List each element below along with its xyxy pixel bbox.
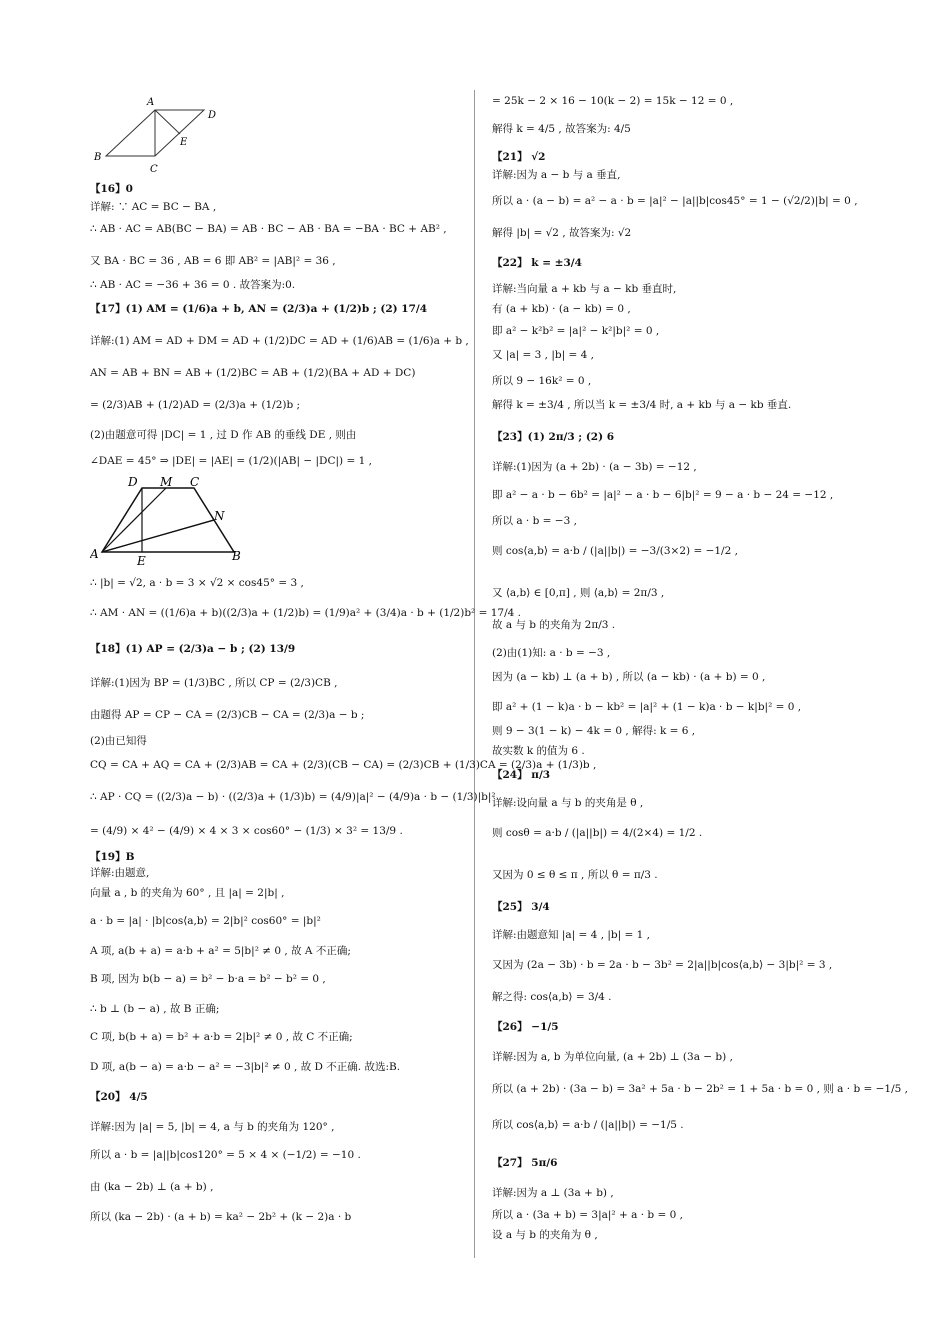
- line: 所以 a · b = −3 ,: [492, 515, 577, 527]
- line: 详解:由题意知 |a| = 4 , |b| = 1 ,: [492, 929, 651, 941]
- line: ∴ b ⊥ (b − a) , 故 B 正确;: [90, 1003, 220, 1015]
- line: 又因为 (2a − 3b) · b = 2a · b − 3b² = 2|a||b|cos⟨a,b⟩ − 3|b|² = 3 ,: [492, 959, 833, 971]
- line: 又因为 0 ≤ θ ≤ π , 所以 θ = π/3 .: [492, 869, 658, 881]
- line: ∴ AP · CQ = ((2/3)a − b) · ((2/3)a + (1/3)b) = (4/9)|a|² − (4/9)a · b − (1/3)|b|²: [90, 791, 496, 803]
- line: 详解:(1)因为 (a + 2b) · (a − 3b) = −12 ,: [492, 461, 697, 473]
- line: 即 a² − k²b² = |a|² − k²|b|² = 0 ,: [492, 325, 660, 337]
- line: 解得 k = 4/5 , 故答案为: 4/5: [492, 123, 631, 135]
- label-C: C: [190, 475, 200, 489]
- line: 所以 a · (3a + b) = 3|a|² + a · b = 0 ,: [492, 1209, 683, 1221]
- label-B: B: [232, 549, 241, 563]
- line: B 项, 因为 b(b − a) = b² − b·a = b² − b² = 0 ,: [90, 973, 326, 985]
- line: ∴ |b| = √2, a · b = 3 × √2 × cos45° = 3 ,: [90, 577, 304, 589]
- line: 所以 cos⟨a,b⟩ = a·b / (|a||b|) = −1/5 .: [492, 1119, 684, 1131]
- line: a · b = |a| · |b|cos⟨a,b⟩ = 2|b|² cos60° = |b|²: [90, 915, 321, 927]
- line: D 项, a(b − a) = a·b − a² = −3|b|² ≠ 0 , 故 D 不正确. 故选:B.: [90, 1061, 401, 1073]
- line: 所以 9 − 16k² = 0 ,: [492, 375, 592, 387]
- line: = (4/9) × 4² − (4/9) × 4 × 3 × cos60° − (1/3) × 3² = 13/9 .: [90, 825, 403, 837]
- line: 故 a 与 b 的夹角为 2π/3 .: [492, 619, 616, 631]
- line: 有 (a + kb) · (a − kb) = 0 ,: [492, 303, 631, 315]
- answer-22: 【22】 k = ±3/4: [492, 257, 582, 269]
- line: 故实数 k 的值为 6 .: [492, 745, 585, 757]
- answer-27: 【27】 5π/6: [492, 1157, 558, 1169]
- trapezoid-figure: [90, 474, 250, 566]
- line: 因为 (a − kb) ⊥ (a + b) , 所以 (a − kb) · (a + b) = 0 ,: [492, 671, 766, 683]
- line: 详解: ∵ AC = BC − BA ,: [90, 201, 217, 213]
- answer-18: 【18】(1) AP = (2/3)a − b ; (2) 13/9: [90, 643, 296, 655]
- line: 所以 a · b = |a||b|cos120° = 5 × 4 × (−1/2) = −10 .: [90, 1149, 361, 1161]
- line: 解得 k = ±3/4 , 所以当 k = ±3/4 时, a + kb 与 a − kb 垂直.: [492, 399, 792, 411]
- line: ∴ AB · AC = −36 + 36 = 0 . 故答案为:0.: [90, 279, 296, 291]
- label-E: E: [180, 137, 188, 148]
- line: = (2/3)AB + (1/2)AD = (2/3)a + (1/2)b ;: [90, 399, 301, 411]
- label-A: A: [147, 97, 155, 108]
- line: 详解:因为 |a| = 5, |b| = 4, a 与 b 的夹角为 120° ,: [90, 1121, 335, 1133]
- answer-21: 【21】 √2: [492, 151, 546, 163]
- answer-24: 【24】 π/3: [492, 769, 551, 781]
- line: CQ = CA + AQ = CA + (2/3)AB = CA + (2/3)(CB − CA) = (2/3)CB + (1/3)CA = (2/3)a + (1/3)b ,: [90, 759, 597, 771]
- line: 即 a² + (1 − k)a · b − kb² = |a|² + (1 − k)a · b − k|b|² = 0 ,: [492, 701, 802, 713]
- line: (2)由题意可得 |DC| = 1 , 过 D 作 AB 的垂线 DE , 则由: [90, 429, 357, 441]
- line: 详解:(1) AM = AD + DM = AD + (1/2)DC = AD + (1/6)AB = (1/6)a + b ,: [90, 335, 469, 347]
- line: 详解:设向量 a 与 b 的夹角是 θ ,: [492, 797, 644, 809]
- line: 详解:因为 a, b 为单位向量, (a + 2b) ⊥ (3a − b) ,: [492, 1051, 733, 1063]
- answer-20: 【20】 4/5: [90, 1091, 148, 1103]
- label-B: B: [94, 152, 102, 163]
- answer-25: 【25】 3/4: [492, 901, 550, 913]
- parallelogram-figure: [92, 94, 232, 176]
- line: 详解:因为 a − b 与 a 垂直,: [492, 169, 621, 181]
- line: AN = AB + BN = AB + (1/2)BC = AB + (1/2)(BA + AD + DC): [90, 367, 416, 379]
- column-divider: [474, 90, 475, 1258]
- label-D: D: [208, 110, 217, 121]
- line: C 项, b(b + a) = b² + a·b = 2|b|² ≠ 0 , 故 C 不正确;: [90, 1031, 353, 1043]
- line: (2)由已知得: [90, 735, 147, 747]
- line: 所以 a · (a − b) = a² − a · b = |a|² − |a||b|cos45° = 1 − (√2/2)|b| = 0 ,: [492, 195, 858, 207]
- label-D: D: [128, 475, 138, 489]
- line: 由题得 AP = CP − CA = (2/3)CB − CA = (2/3)a − b ;: [90, 709, 365, 721]
- label-N: N: [214, 509, 225, 523]
- line: 又 BA · BC = 36 , AB = 6 即 AB² = |AB|² = 36 ,: [90, 255, 336, 267]
- line: A 项, a(b + a) = a·b + a² = 5|b|² ≠ 0 , 故 A 不正确;: [90, 945, 351, 957]
- line: 又 |a| = 3 , |b| = 4 ,: [492, 349, 594, 361]
- label-A: A: [90, 547, 99, 561]
- line: 详解:因为 a ⊥ (3a + b) ,: [492, 1187, 614, 1199]
- line: 则 cos⟨a,b⟩ = a·b / (|a||b|) = −3/(3×2) = −1/2 ,: [492, 545, 738, 557]
- line: ∴ AB · AC = AB(BC − BA) = AB · BC − AB · BA = −BA · BC + AB² ,: [90, 223, 447, 235]
- answer-23: 【23】(1) 2π/3 ; (2) 6: [492, 431, 615, 443]
- line: 则 9 − 3(1 − k) − 4k = 0 , 解得: k = 6 ,: [492, 725, 696, 737]
- line: 向量 a , b 的夹角为 60° , 且 |a| = 2|b| ,: [90, 887, 285, 899]
- line: 设 a 与 b 的夹角为 θ ,: [492, 1229, 598, 1241]
- line: 由 (ka − 2b) ⊥ (a + b) ,: [90, 1181, 214, 1193]
- line: = 25k − 2 × 16 − 10(k − 2) = 15k − 12 = 0 ,: [492, 95, 734, 107]
- line: (2)由(1)知: a · b = −3 ,: [492, 647, 611, 659]
- line: 又 ⟨a,b⟩ ∈ [0,π] , 则 ⟨a,b⟩ = 2π/3 ,: [492, 587, 665, 599]
- label-M: M: [160, 475, 173, 489]
- line: 则 cosθ = a·b / (|a||b|) = 4/(2×4) = 1/2 .: [492, 827, 703, 839]
- answer-26: 【26】 −1/5: [492, 1021, 559, 1033]
- line: 解得 |b| = √2 , 故答案为: √2: [492, 227, 632, 239]
- line: ∠DAE = 45° ⇒ |DE| = |AE| = (1/2)(|AB| − |DC|) = 1 ,: [90, 455, 372, 467]
- line: 详解:由题意,: [90, 867, 150, 879]
- line: ∴ AM · AN = ((1/6)a + b)((2/3)a + (1/2)b) = (1/9)a² + (3/4)a · b + (1/2)b² = 17/4 .: [90, 607, 521, 619]
- label-E: E: [137, 554, 146, 566]
- line: 所以 (a + 2b) · (3a − b) = 3a² + 5a · b − 2b² = 1 + 5a · b = 0 , 则 a · b = −1/5 ,: [492, 1083, 909, 1095]
- answer-16: 【16】0: [90, 183, 133, 195]
- answer-19: 【19】B: [90, 851, 135, 863]
- line: 详解:当向量 a + kb 与 a − kb 垂直时,: [492, 283, 677, 295]
- answer-17: 【17】(1) AM = (1/6)a + b, AN = (2/3)a + (1/2)b ; (2) 17/4: [90, 303, 428, 315]
- label-C: C: [150, 164, 158, 175]
- line: 所以 (ka − 2b) · (a + b) = ka² − 2b² + (k − 2)a · b: [90, 1211, 352, 1223]
- line: 即 a² − a · b − 6b² = |a|² − a · b − 6|b|² = 9 − a · b − 24 = −12 ,: [492, 489, 834, 501]
- line: 详解:(1)因为 BP = (1/3)BC , 所以 CP = (2/3)CB ,: [90, 677, 338, 689]
- line: 解之得: cos⟨a,b⟩ = 3/4 .: [492, 991, 612, 1003]
